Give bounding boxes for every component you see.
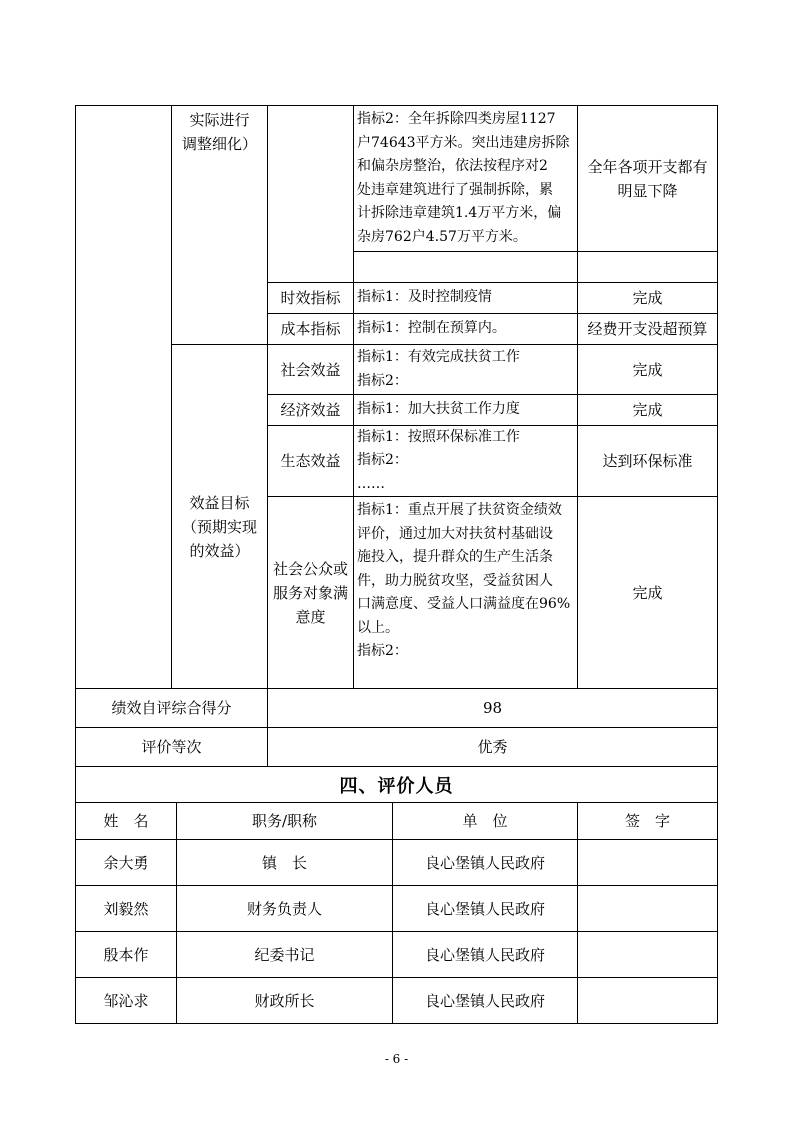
result-cell: 完成 [577,394,718,426]
indicator-line: 处违章建筑进行了强制拆除，累 [357,181,553,198]
col-level1-cell [75,105,172,689]
evaluator-name: 殷本作 [75,931,177,978]
grade-value: 优秀 [267,727,718,767]
indicator-line: 口满意度、受益人口满益度在96% [357,596,571,612]
grade-label: 评价等次 [75,727,268,767]
header-name: 姓 名 [75,802,177,840]
col-level3-blank-cell [267,105,354,283]
header-signature: 签 字 [577,802,718,840]
result-cell-empty [577,251,718,283]
indicator-line: 户74643平方米。突出违建房拆除 [357,134,570,151]
indicator-line: …… [357,475,385,492]
indicator-line: 件，助力脱贫攻坚，受益贫困人 [357,572,553,589]
evaluator-signature [577,931,718,978]
indicator-line: 指标2： [357,643,408,659]
indicator-line: 杂房762户4.57万平方米。 [357,228,527,245]
evaluator-unit: 良心堡镇人民政府 [392,977,578,1024]
level3-satisfaction-line: 社会公众或 [272,559,348,578]
indicator-line: 指标1：有效完成扶贫工作 [357,349,520,365]
indicator-line: 和偏杂房整治，依法按程序对2 [357,158,548,174]
indicator-cell [353,496,578,689]
level3-ecological: 生态效益 [267,425,354,497]
header-unit: 单 位 [392,802,578,840]
indicator-cell-empty [353,251,578,283]
indicator-line: 指标2： [357,372,408,389]
section-title: 四、评价人员 [75,766,718,803]
evaluator-name: 邹沁求 [75,977,177,1024]
result-cell [577,105,718,252]
evaluator-name: 刘毅然 [75,885,177,932]
result-cell: 完成 [577,496,718,689]
indicator-line: 以上。 [357,619,399,636]
level3-satisfaction-line: 服务对象满 [272,583,348,602]
result-line: 明显下降 [617,181,678,200]
evaluator-title: 纪委书记 [176,931,393,978]
col-level2-cont-line: 实际进行 [189,111,250,129]
indicator-line: 指标1：重点开展了扶贫资金绩效 [357,502,562,518]
score-value: 98 [267,688,718,728]
page-number: - 6 - [384,1052,409,1066]
indicator-line: 施投入，提升群众的生产生活条 [357,549,553,565]
indicator-line: 指标1：按照环保标准工作 [357,428,520,445]
indicator-cell [353,313,578,345]
indicator-cell [353,394,578,426]
col-level2-cont-cell [171,105,268,345]
evaluator-title: 镇 长 [176,839,393,886]
indicator-line: 计拆除违章建筑1.4万平方米，偏 [357,205,562,221]
header-title: 职务/职称 [176,802,393,840]
result-cell: 完成 [577,344,718,395]
result-line: 全年各项开支都有 [587,157,708,176]
level3-social: 社会效益 [267,344,354,395]
level2-benefit-line: 效益目标 [189,493,250,512]
level2-benefit-line: 的效益） [189,541,250,560]
level2-benefit-cell [171,344,268,689]
level3-satisfaction-line: 意度 [295,607,326,626]
level3-cost: 成本指标 [267,313,354,345]
score-label: 绩效自评综合得分 [75,688,268,728]
level3-satisfaction [267,496,354,689]
indicator-line: 指标1：及时控制疫情 [357,289,492,306]
indicator-line: 指标1：加大扶贫工作力度 [357,401,520,418]
evaluator-name: 余大勇 [75,839,177,886]
evaluator-title: 财政所长 [176,977,393,1024]
evaluator-unit: 良心堡镇人民政府 [392,885,578,932]
evaluator-unit: 良心堡镇人民政府 [392,931,578,978]
indicator-line: 指标2：全年拆除四类房屋1127 [357,111,556,127]
evaluator-signature [577,885,718,932]
indicator-cell [353,344,578,395]
level3-timeliness: 时效指标 [267,282,354,314]
result-cell: 完成 [577,282,718,314]
indicator-line: 评价，通过加大对扶贫村基础设 [357,525,553,542]
indicator-cell [353,282,578,314]
level2-benefit-line: （预期实现 [181,517,257,536]
evaluator-signature [577,977,718,1024]
indicator-line: 指标1：控制在预算内。 [357,320,506,337]
evaluator-unit: 良心堡镇人民政府 [392,839,578,886]
evaluator-signature [577,839,718,886]
evaluator-title: 财务负责人 [176,885,393,932]
result-cell: 达到环保标准 [577,425,718,497]
indicator-line: 指标2： [357,452,408,469]
level3-economic: 经济效益 [267,394,354,426]
result-cell: 经费开支没超预算 [577,313,718,345]
indicator-cell [353,105,578,252]
col-level2-cont-line: 调整细化） [181,135,257,153]
indicator-cell [353,425,578,497]
